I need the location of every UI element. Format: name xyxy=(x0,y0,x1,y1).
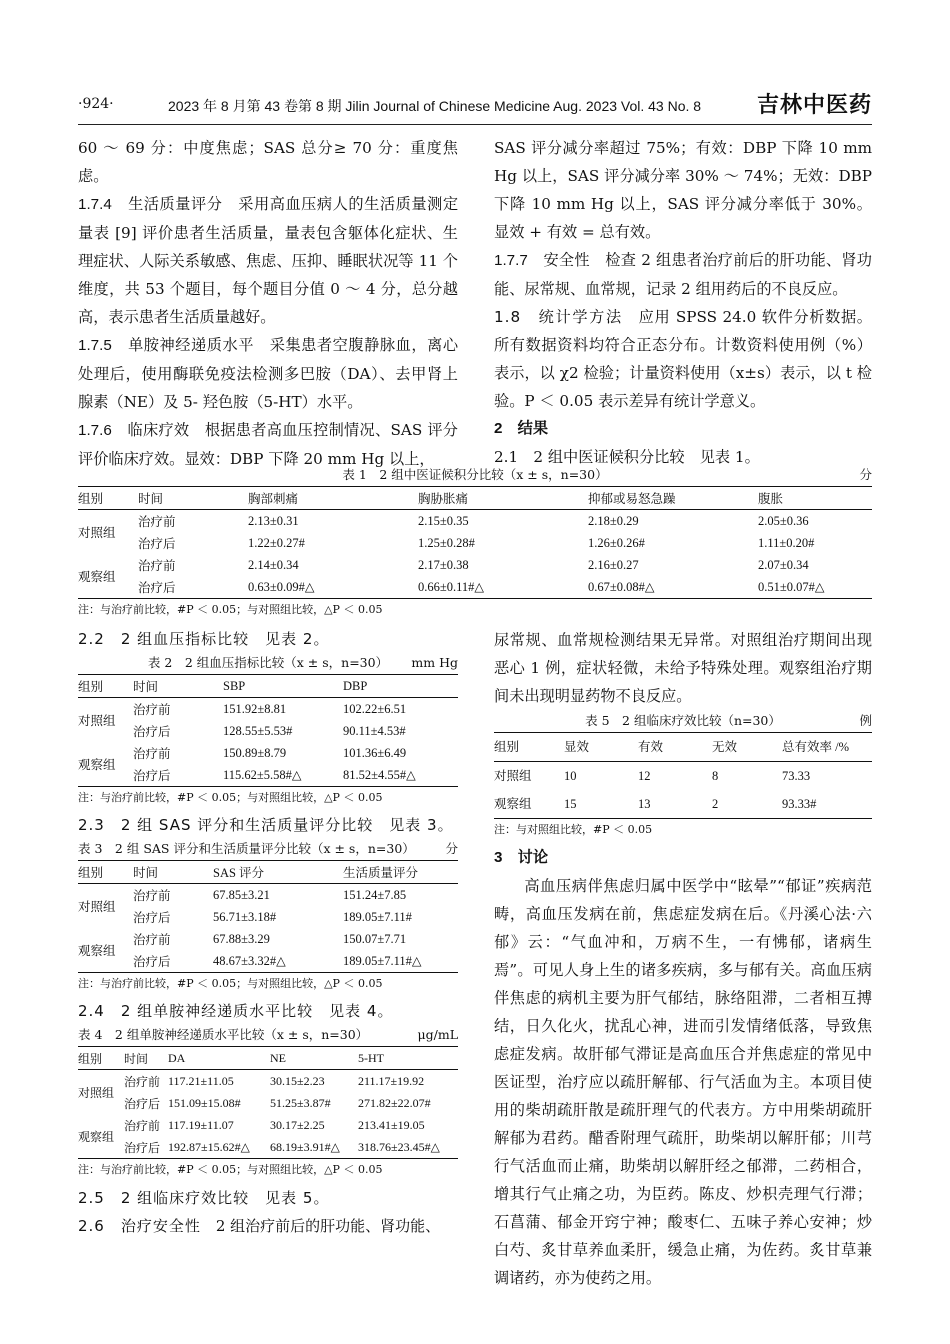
table-cell: 1.26±0.26# xyxy=(588,535,645,550)
right-column-top xyxy=(494,134,872,471)
section-3-heading: 3 讨论 xyxy=(494,849,549,866)
table-cell: 0.67±0.08#△ xyxy=(588,576,758,599)
table-1 xyxy=(78,464,872,618)
table-cell: 治疗前 xyxy=(138,559,176,573)
table-2-caption: 表 2 2 组血压指标比较（x ± s，n=30） mm Hg xyxy=(147,655,458,670)
table-cell: 81.52±4.55#△ xyxy=(343,764,458,787)
table-4-caption: 表 4 2 组单胺神经递质水平比较（x ± s，n=30） μg/mL xyxy=(78,1027,458,1042)
section-2-2: 2.2 2 组血压指标比较 见表 2。 xyxy=(78,630,330,648)
table-cell: 治疗前 xyxy=(124,1074,161,1089)
table-cell: 0.63±0.09#△ xyxy=(248,576,418,599)
table-cell: 观察组 xyxy=(78,1114,124,1159)
table-cell: 时间 xyxy=(133,675,223,698)
table-cell: 胸部刺痛 xyxy=(248,487,418,510)
section-2-1: 2.1 2 组中医证候积分比较 见表 1。 xyxy=(494,448,760,466)
running-title: 2023 年 8 月第 43 卷第 8 期 Jilin Journal of Chinese Medicine Aug. 2023 Vol. 43 No. 8 xyxy=(168,98,702,114)
table-cell: 治疗后 xyxy=(133,725,171,739)
table-cell: 对照组 xyxy=(78,714,116,728)
table-cell: 68.19±3.91#△ xyxy=(270,1136,358,1159)
table-cell: NE xyxy=(270,1047,358,1070)
table-cell: 观察组 xyxy=(78,928,133,973)
table-cell: 组别 xyxy=(494,733,564,762)
section-1-7-7: 1.7.7 安全性 检查 2 组患者治疗前后的肝功能、肾功能、尿常规、血常规，记录 2 组用药后的不良反应。 xyxy=(494,251,872,298)
table-cell: 2 xyxy=(712,790,782,819)
left-column-top xyxy=(78,134,458,473)
table-cell: 治疗后 xyxy=(133,950,213,973)
table-cell: 90.11±4.53# xyxy=(343,723,406,738)
table-cell: 192.87±15.62#△ xyxy=(168,1136,270,1159)
table-cell: 对照组 xyxy=(78,526,116,540)
table-cell: 13 xyxy=(638,790,712,819)
table-cell: 2.13±0.31 xyxy=(248,513,299,528)
table-cell: SBP xyxy=(223,675,343,698)
table-cell: 胸胁胀痛 xyxy=(418,487,588,510)
table-cell: 189.05±7.11# xyxy=(343,909,412,924)
paragraph: 尿常规、血常规检测结果无异常。对照组治疗期间出现恶心 1 例，症状轻微，未给予特殊处理。观察组治疗期间未出现明显药物不良反应。 xyxy=(494,631,872,705)
discussion-paragraph: 高血压病伴焦虑归属中医学中“眩晕”“郁证”疾病范畴，高血压发病在前，焦虑症发病在后。《丹溪心法·六郁》云：“气血冲和，万病不生，一有怫郁，诸病生焉”。可见人身上生的诸多疾病，多与郁有关。高血压病伴焦虑的病机主要为肝气郁结，脉络阻滞，二者相互搏结，日久化火，扰乱心神，进而引发情绪低落，导致焦虑症发病。故肝郁气滞证是高血压合并焦虑症的常见中医证型，治疗应以疏肝解郁、行气活血为主。本项目使用的柴胡疏肝散是疏肝理气的代表方。方中用柴胡疏肝解郁为君药。醋香附理气疏肝，助柴胡以解肝郁；川芎行气活血而止痛，助柴胡以解肝经之郁滞，二药相合，增其行气止痛之功，为臣药。陈皮、炒枳壳理气行滞；石菖蒲、郁金开窍宁神；酸枣仁、五味子养心安神；炒白芍、炙甘草养血柔肝，缓急止痛，为佐药。炙甘草兼调诸药，亦为使药之用。 xyxy=(494,877,872,1287)
section-2-3: 2.3 2 组 SAS 评分和生活质量评分比较 见表 3。 xyxy=(78,816,454,834)
table-cell: 治疗后 xyxy=(124,1136,168,1159)
table-cell: 151.92±8.81 xyxy=(223,701,287,716)
table-cell: 213.41±19.05 xyxy=(358,1117,425,1132)
table-cell: 组别 xyxy=(78,675,133,698)
table-cell: 30.17±2.25 xyxy=(270,1117,325,1132)
section-2-5: 2.5 2 组临床疗效比较 见表 5。 xyxy=(78,1189,330,1207)
table-cell: 117.19±11.07 xyxy=(168,1117,234,1132)
table-cell: 51.25±3.87# xyxy=(270,1095,331,1110)
table-cell: 93.33# xyxy=(782,790,872,819)
table-cell: 5-HT xyxy=(358,1047,458,1070)
table-cell: 时间 xyxy=(124,1047,168,1070)
table-cell: 治疗前 xyxy=(133,747,171,761)
table-5 xyxy=(494,732,872,819)
table-cell: 无效 xyxy=(712,733,782,762)
table-cell: 观察组 xyxy=(494,790,564,819)
section-1-8: 1.8 统计学方法 应用 SPSS 24.0 软件分析数据。所有数据资料均符合正态分布。计数资料使用例（%）表示，以 χ2 检验；计量资料使用（x±s）表示，以 t 检验。P ＜ 0.05 表示差异有统计学意义。 xyxy=(494,308,872,410)
table-cell: 治疗后 xyxy=(138,576,248,599)
table-cell: 48.67±3.32#△ xyxy=(213,950,343,973)
table-cell: 有效 xyxy=(638,733,712,762)
table-cell: 56.71±3.18# xyxy=(213,909,277,924)
left-column-lower xyxy=(78,626,458,1240)
table-cell: 治疗前 xyxy=(138,515,176,529)
section-1-7-5: 1.7.5 单胺神经递质水平 采集患者空腹静脉血，离心处理后，使用酶联免疫法检测多巴胺（DA）、去甲肾上腺素（NE）及 5- 羟色胺（5-HT）水平。 xyxy=(78,336,459,411)
table-cell: 治疗前 xyxy=(124,1118,161,1133)
table-cell: 2.07±0.34 xyxy=(758,557,809,572)
table-cell: 2.18±0.29 xyxy=(588,513,639,528)
table-cell: 治疗前 xyxy=(133,889,171,903)
table-note: 注：与对照组比较，#P ＜ 0.05 xyxy=(494,823,653,836)
table-4 xyxy=(78,1046,458,1159)
journal-logo: 吉林中医药 xyxy=(756,92,872,118)
table-cell: 治疗后 xyxy=(133,764,223,787)
table-cell: 组别 xyxy=(78,861,133,884)
table-cell: 对照组 xyxy=(78,1085,115,1100)
table-cell: 抑郁或易怒急躁 xyxy=(588,487,758,510)
table-cell: 1.25±0.28# xyxy=(418,535,475,550)
table-cell: 15 xyxy=(564,790,638,819)
section-1-7-6: 1.7.6 临床疗效 根据患者高血压控制情况、SAS 评分评价临床疗效。显效：DBP 下降 20 mm Hg 以上， xyxy=(78,421,458,468)
table-cell: 271.82±22.07# xyxy=(358,1095,431,1110)
table-note: 注：与治疗前比较，#P ＜ 0.05；与对照组比较，△P ＜ 0.05 xyxy=(78,1163,383,1176)
table-cell: SAS 评分 xyxy=(213,861,343,884)
table-5-caption: 表 5 2 组临床疗效比较（n=30） 例 xyxy=(585,713,872,728)
section-2-6: 2.6 治疗安全性 2 组治疗前后的肝功能、肾功能、 xyxy=(78,1217,441,1235)
table-cell: 2.17±0.38 xyxy=(418,557,469,572)
table-cell: 30.15±2.23 xyxy=(270,1073,325,1088)
table-cell: 150.07±7.71 xyxy=(343,931,407,946)
table-3 xyxy=(78,860,458,973)
table-cell: 2.14±0.34 xyxy=(248,557,299,572)
table-cell: 治疗前 xyxy=(133,703,171,717)
table-cell: 1.22±0.27# xyxy=(248,535,305,550)
table-cell: 治疗后 xyxy=(138,537,176,551)
section-1-7-4: 1.7.4 生活质量评分 采用高血压病人的生活质量测定量表 [9] 评价患者生活质量，量表包含躯体化症状、生理症状、人际关系敏感、焦虑、压抑、睡眠状况等 11 个维度，共 53 个题目，每个题目分值 0 ～ 4 分，总分越高，表示患者生活质量越好。 xyxy=(78,195,459,326)
section-2-heading: 2 结果 xyxy=(494,420,549,437)
table-cell: 2.16±0.27 xyxy=(588,557,639,572)
section-2-4: 2.4 2 组单胺神经递质水平比较 见表 4。 xyxy=(78,1002,394,1020)
table-cell: 2.15±0.35 xyxy=(418,513,469,528)
table-cell: 组别 xyxy=(78,1047,124,1070)
table-cell: 治疗后 xyxy=(133,911,171,925)
page-header xyxy=(78,90,872,125)
table-cell: DA xyxy=(168,1047,270,1070)
table-cell: 117.21±11.05 xyxy=(168,1073,234,1088)
table-cell: 时间 xyxy=(138,487,248,510)
table-2 xyxy=(78,674,458,787)
table-cell: 治疗后 xyxy=(124,1096,161,1111)
table-cell: 128.55±5.53# xyxy=(223,723,293,738)
table-cell: 189.05±7.11#△ xyxy=(343,950,458,973)
table-cell: 0.66±0.11#△ xyxy=(418,576,588,599)
table-cell: 12 xyxy=(638,769,651,783)
right-column-lower xyxy=(494,626,872,1292)
table-cell: 8 xyxy=(712,769,719,783)
table-cell: 组别 xyxy=(78,487,138,510)
table-cell: 67.85±3.21 xyxy=(213,887,270,902)
table-cell: 318.76±23.45#△ xyxy=(358,1136,458,1159)
table-cell: 10 xyxy=(564,769,577,783)
table-note: 注：与治疗前比较，#P ＜ 0.05；与对照组比较，△P ＜ 0.05 xyxy=(78,603,383,616)
table-cell: 腹胀 xyxy=(758,487,872,510)
table-cell: 观察组 xyxy=(78,554,138,599)
table-cell: 211.17±19.92 xyxy=(358,1073,425,1088)
table-3-caption: 表 3 2 组 SAS 评分和生活质量评分比较（x ± s，n=30） 分 xyxy=(78,841,458,856)
table-cell: 67.88±3.29 xyxy=(213,931,270,946)
table-cell: 观察组 xyxy=(78,742,133,787)
paragraph: SAS 评分减分率超过 75%；有效：DBP 下降 10 mm Hg 以上，SAS 评分减分率 30% ～ 74%；无效：DBP 下降 10 mm Hg 以上，SAS 评分减分率低于 30%。显效 + 有效 = 总有效。 xyxy=(494,139,872,241)
table-cell: 73.33 xyxy=(782,769,811,783)
table-cell: 治疗前 xyxy=(133,933,171,947)
table-cell: DBP xyxy=(343,675,458,698)
table-cell: 2.05±0.36 xyxy=(758,513,809,528)
table-cell: 101.36±6.49 xyxy=(343,745,407,760)
table-cell: 生活质量评分 xyxy=(343,861,458,884)
table-cell: 时间 xyxy=(133,861,213,884)
table-cell: 1.11±0.20# xyxy=(758,535,815,550)
paragraph: 60 ～ 69 分：中度焦虑；SAS 总分≥ 70 分：重度焦虑。 xyxy=(78,139,458,185)
page-number: ·924· xyxy=(78,96,114,112)
table-cell: 102.22±6.51 xyxy=(343,701,407,716)
table-cell: 总有效率 /% xyxy=(782,733,872,762)
table-cell: 151.24±7.85 xyxy=(343,887,407,902)
table-caption: 表 1 2 组中医证候积分比较（x ± s，n=30） 分 xyxy=(342,467,872,482)
table-cell: 150.89±8.79 xyxy=(223,745,287,760)
table-cell: 对照组 xyxy=(78,900,116,914)
table-note: 注：与治疗前比较，#P ＜ 0.05；与对照组比较，△P ＜ 0.05 xyxy=(78,791,383,804)
table-cell: 115.62±5.58#△ xyxy=(223,764,343,787)
table-cell: 151.09±15.08# xyxy=(168,1095,241,1110)
table-cell: 对照组 xyxy=(494,769,532,783)
table-cell: 显效 xyxy=(564,733,638,762)
table-cell: 0.51±0.07#△ xyxy=(758,576,872,599)
table-note: 注：与治疗前比较，#P ＜ 0.05；与对照组比较，△P ＜ 0.05 xyxy=(78,977,383,990)
